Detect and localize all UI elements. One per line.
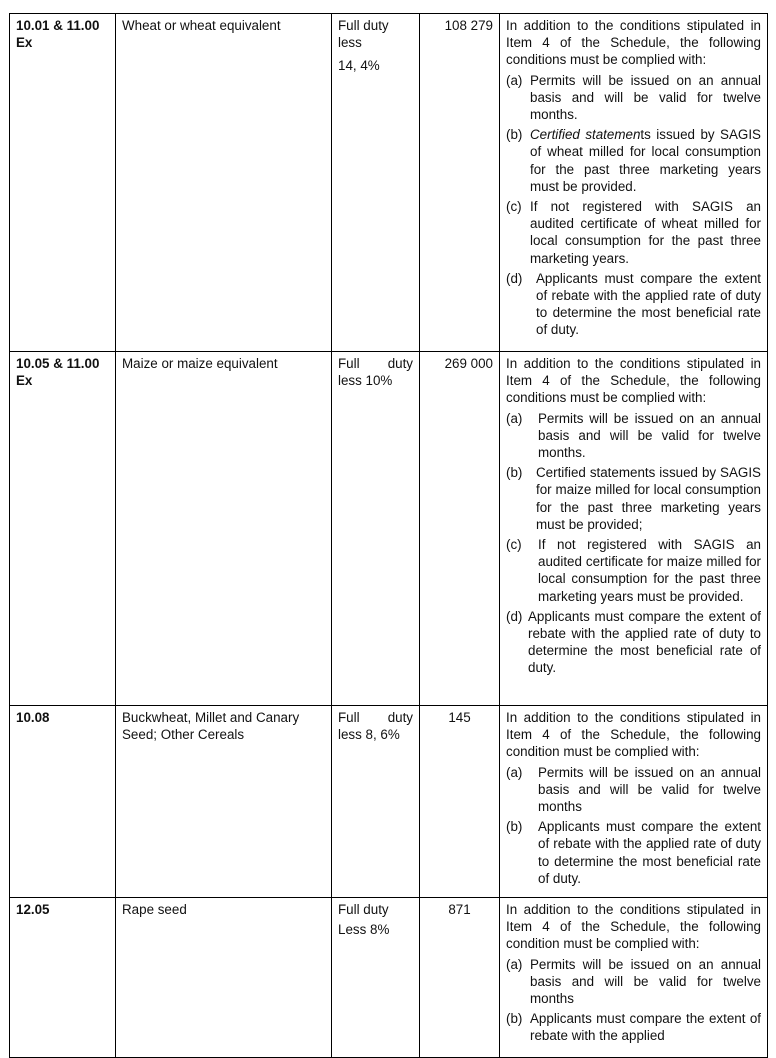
- conditions-cell: [500, 706, 768, 898]
- condition-item: [506, 72, 761, 124]
- conditions-intro: In addition to the conditions stipulated in Item 4 of the Schedule, the following condition must be complied with:: [506, 902, 761, 952]
- quantity-cell: [420, 706, 500, 898]
- condition-item: [506, 536, 761, 605]
- quantity-cell: [420, 14, 500, 352]
- condition-text-rest: ts issued by SAGIS of wheat milled for local consumption for the past three marketing years must be provided.: [530, 127, 761, 194]
- condition-label: (a): [506, 956, 523, 972]
- condition-label: (b): [506, 1011, 523, 1027]
- condition-label: (b): [506, 465, 523, 481]
- description-cell: [116, 898, 332, 1058]
- tariff-heading: [10, 14, 116, 352]
- condition-label: (d): [506, 608, 523, 624]
- condition-item: [506, 410, 761, 462]
- condition-text: If not registered with SAGIS an audited certificate of wheat milled for local consumption for the past three marketing years.: [530, 199, 761, 266]
- duty-line: 14, 4%: [338, 58, 380, 74]
- description: Rape seed: [122, 902, 187, 917]
- condition-label: (d): [506, 270, 523, 286]
- condition-item: [506, 956, 761, 1008]
- condition-label: (b): [506, 127, 523, 143]
- duty-cell: [332, 352, 420, 706]
- condition-item: [506, 818, 761, 887]
- condition-text: If not registered with SAGIS an audited certificate for maize milled for local consumption for the past three marketing years must be provided.: [538, 537, 761, 604]
- description: Wheat or wheat equivalent: [122, 18, 281, 33]
- tariff-code: 12.05: [16, 902, 50, 917]
- conditions-cell: [500, 352, 768, 706]
- condition-text: Applicants must compare the extent of rebate with the applied rate of duty to determine the most beneficial rate of duty.: [528, 608, 761, 676]
- description: Maize or maize equivalent: [122, 356, 278, 371]
- quantity: 871: [448, 902, 471, 917]
- condition-label: (a): [506, 410, 523, 426]
- condition-item: [506, 270, 761, 339]
- tariff-code: 10.08: [16, 710, 50, 725]
- table-row: [10, 14, 768, 352]
- condition-label: (a): [506, 764, 523, 780]
- tariff-heading: [10, 352, 116, 706]
- condition-text: Certified statements issued by SAGIS for maize milled for local consumption for the past three marketing years must be provided;: [536, 465, 761, 532]
- duty-line: Full duty: [338, 902, 389, 917]
- conditions-intro: In addition to the conditions stipulated in Item 4 of the Schedule, the following conditions must be complied with:: [506, 356, 761, 406]
- quantity: 145: [448, 710, 471, 725]
- duty-line: Full duty: [338, 18, 389, 33]
- duty-line: Full duty: [338, 356, 413, 371]
- condition-text: Applicants must compare the extent of rebate with the applied rate of duty to determine the most beneficial rate of duty.: [536, 270, 761, 338]
- tariff-code: 10.01 & 11.00: [16, 18, 100, 33]
- quantity: 108 279: [444, 18, 493, 33]
- condition-text: Applicants must compare the extent of rebate with the applied: [530, 1011, 761, 1044]
- condition-label: (c): [506, 537, 522, 553]
- conditions-cell: [500, 898, 768, 1058]
- condition-item: [506, 1010, 761, 1044]
- condition-item: [506, 198, 761, 267]
- condition-label: (b): [506, 819, 523, 835]
- condition-text: Permits will be issued on an annual basis and will be valid for twelve months: [538, 764, 761, 815]
- quantity-cell: [420, 352, 500, 706]
- tariff-suffix: Ex: [16, 373, 33, 389]
- duty-cell: [332, 706, 420, 898]
- table-row: [10, 706, 768, 898]
- condition-text: Permits will be issued on an annual basis and will be valid for twelve months.: [538, 410, 761, 461]
- duty-line: less 8, 6%: [338, 727, 400, 743]
- table-row: [10, 898, 768, 1058]
- duty-cell: [332, 898, 420, 1058]
- condition-item: [506, 608, 761, 677]
- condition-label: (a): [506, 72, 523, 88]
- tariff-heading: [10, 898, 116, 1058]
- tariff-code: 10.05 & 11.00: [16, 356, 100, 371]
- description-cell: [116, 352, 332, 706]
- duty-cell: [332, 14, 420, 352]
- condition-item: [506, 464, 761, 533]
- conditions-intro: In addition to the conditions stipulated in Item 4 of the Schedule, the following condition must be complied with:: [506, 710, 761, 760]
- conditions-intro: In addition to the conditions stipulated in Item 4 of the Schedule, the following conditions must be complied with:: [506, 18, 761, 68]
- condition-item: [506, 126, 761, 195]
- duty-line: less: [338, 35, 362, 51]
- description-cell: [116, 706, 332, 898]
- description-cell: [116, 14, 332, 352]
- quantity-cell: [420, 898, 500, 1058]
- condition-text-italic: Certified statemen: [530, 127, 641, 143]
- description: Buckwheat, Millet and Canary Seed; Other Cereals: [122, 710, 300, 743]
- duty-line: Less 8%: [338, 922, 390, 938]
- conditions-cell: [500, 14, 768, 352]
- condition-text: Permits will be issued on an annual basis and will be valid for twelve months.: [530, 72, 761, 123]
- condition-text: Applicants must compare the extent of rebate with the applied rate of duty to determine the most beneficial rate of duty.: [538, 819, 761, 886]
- duty-line: less 10%: [338, 373, 393, 389]
- condition-label: (c): [506, 199, 522, 215]
- rebate-schedule-table: [9, 13, 768, 1058]
- condition-text: Permits will be issued on an annual basis and will be valid for twelve months: [530, 956, 761, 1007]
- condition-item: [506, 764, 761, 816]
- tariff-suffix: Ex: [16, 35, 33, 51]
- duty-line: Full duty: [338, 710, 413, 725]
- tariff-heading: [10, 706, 116, 898]
- condition-text: [530, 126, 761, 195]
- table-row: [10, 352, 768, 706]
- quantity: 269 000: [444, 356, 493, 371]
